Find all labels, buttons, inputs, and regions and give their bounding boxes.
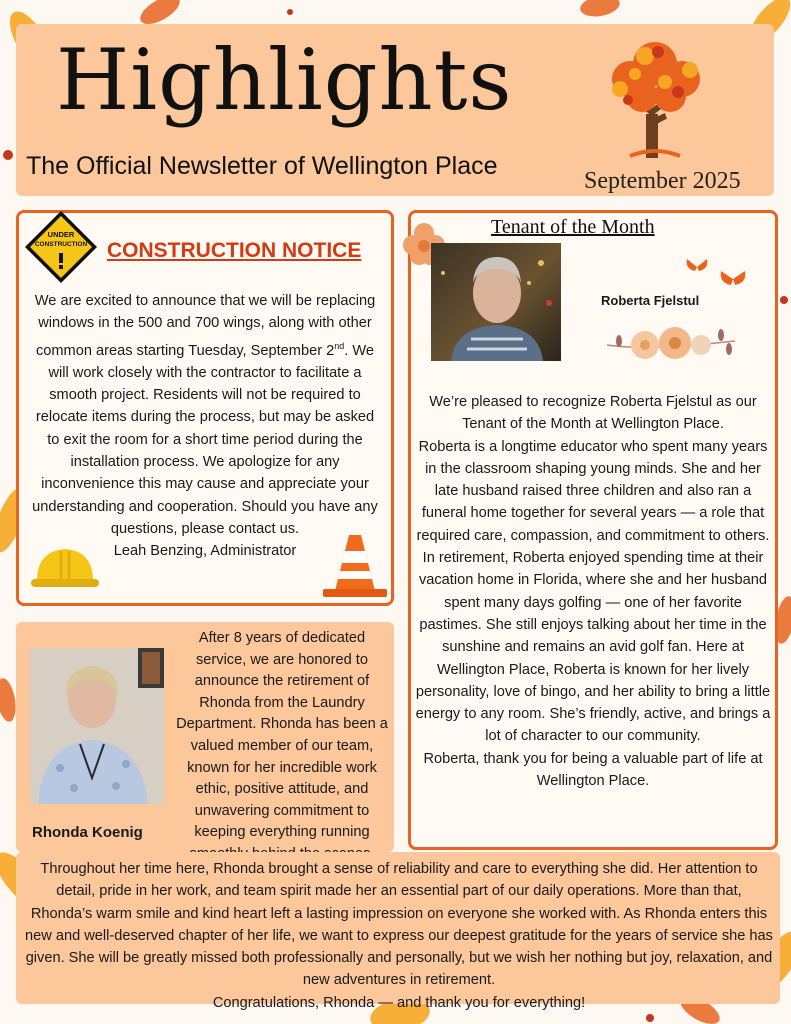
svg-text:UNDER: UNDER (47, 230, 75, 239)
retiree-photo (30, 648, 164, 804)
construction-title: CONSTRUCTION NOTICE (107, 239, 362, 262)
retirement-body-text: Throughout her time here, Rhonda brought a sense of reliability and care to everything she did. Her attention to detail, pride in her work, and team spirit made her an essential part of our daily operations. More than that, Rhonda’s warm smile and kind heart left a lasting impression on everyone she worked with. As Rhonda enters this new and well-deserved chapter of her life, we want to express our deepest gratitude for the years of service she has given. She will be greatly missed both professionally and personally, but we wish her nothing but joy, relaxation, and new adventures in retirement. (25, 861, 773, 989)
construction-body (29, 290, 381, 562)
construction-text-sup: nd (334, 340, 345, 351)
newsletter-title: Highlights (56, 31, 513, 129)
tenant-photo (431, 243, 561, 361)
tenant-paragraph: Roberta, thank you for being a valuable part of life at Wellington Place. (423, 750, 763, 790)
tenant-name: Roberta Fjelstul (601, 293, 700, 308)
construction-notice (16, 210, 394, 606)
tenant-paragraph: We’re pleased to recognize Roberta Fjelstul as our Tenant of the Month at Wellington Place. (429, 394, 757, 433)
svg-text:CONSTRUCTION: CONSTRUCTION (34, 241, 88, 248)
retirement-announcement (16, 622, 394, 852)
retirement-closing: Congratulations, Rhonda — and thank you for everything! (212, 994, 586, 1011)
traffic-cone-icon (319, 531, 391, 603)
construction-text-1: We are excited to announce that we will be replacing windows in the 500 and 700 wings, along with other common areas starting Tuesday, September 2 (34, 293, 376, 359)
autumn-tree-icon (590, 34, 720, 164)
newsletter-subtitle: The Official Newsletter of Wellington Place (26, 152, 498, 180)
tenant-body (415, 391, 771, 792)
hard-hat-icon (29, 543, 101, 593)
under-construction-sign-icon (21, 207, 101, 287)
retirement-body (24, 858, 774, 1014)
retirement-intro: After 8 years of dedicated service, we are honored to announce the retirement of Rhonda from the Laundry Department. Rhonda has been a valued member of our team, known for her incredible work ethic, positive attitude, and unwavering commitment to keeping everything running (176, 630, 388, 841)
tenant-paragraph: In retirement, Roberta enjoyed spending time at their vacation home in Florida, where she and her husband spent many days golfing — one of her favorite pastimes. She still enjoys talking about her time in the sunshine and remains an avid golf fan. Here at Wellington Place, Roberta is known for her lively personality, love of bingo, and her ability to bring a little energy to any room. She’s friendly, active, and brings a lot of character to our community. (415, 550, 771, 745)
tenant-of-the-month (408, 210, 778, 850)
issue-date: September 2025 (584, 168, 741, 194)
butterflies-icon (683, 253, 753, 293)
retiree-name: Rhonda Koenig (32, 824, 143, 841)
tenant-heading: Tenant of the Month (491, 216, 655, 238)
construction-text-2: . We will work closely with the contractor to facilitate a smooth project. Residents will not be required to relocate items during the process, but may be asked to exit the room for a short time period during the installation process. We apologize for any inconvenience this may cause and appreciate your understanding and cooperation. Should you have any questions, please contact us. (32, 342, 378, 537)
construction-signature: Leah Benzing, Administrator (113, 543, 297, 560)
retirement-continued (16, 852, 780, 1011)
tenant-paragraph: Roberta is a longtime educator who spent many years in the classroom shaping young minds. She and her late husband raised three children and also ran a funeral home together for several years — a role that required care, compassion, and commitment to others. (416, 438, 770, 544)
floral-decoration-icon (605, 321, 745, 367)
newsletter-header (16, 24, 774, 196)
